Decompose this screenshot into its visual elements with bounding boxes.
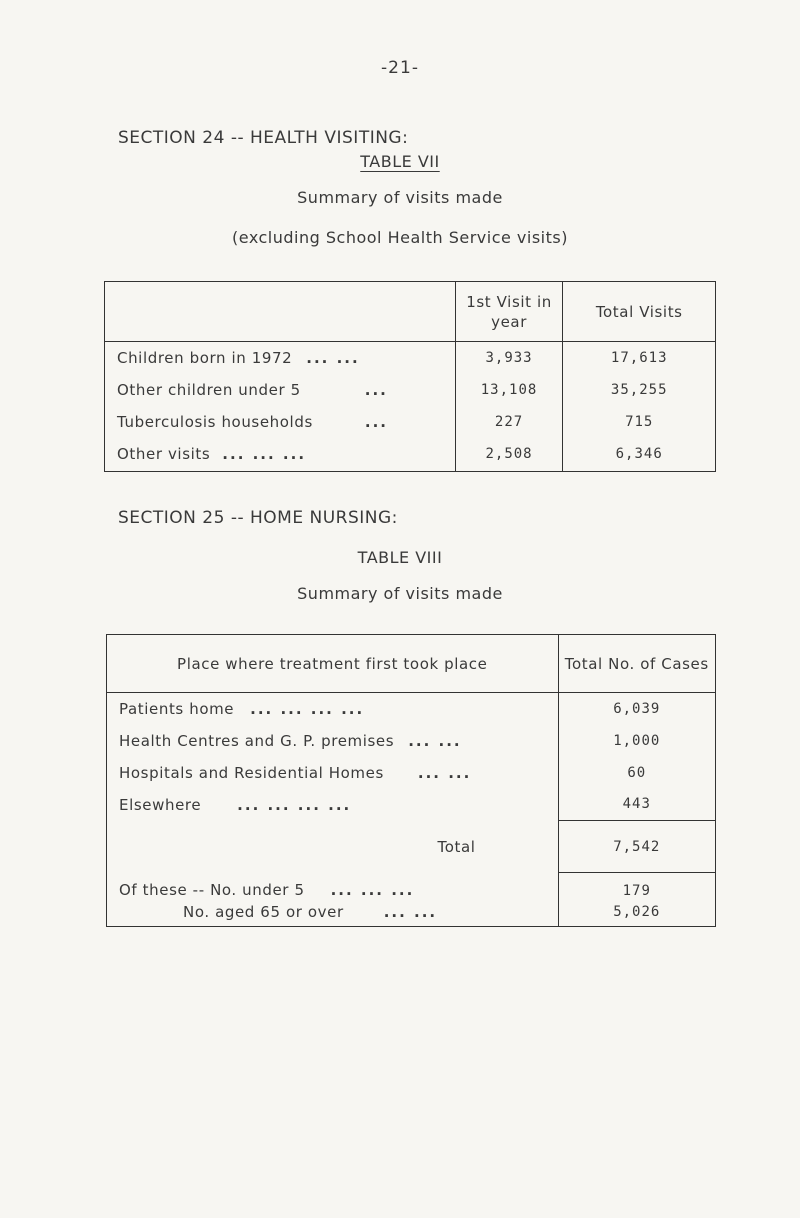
page-number: -21- — [381, 58, 419, 78]
row-label-text: Hospitals and Residential Homes — [119, 763, 384, 782]
cases-value: 1,000 — [558, 725, 715, 757]
table-vii-title-text: TABLE VII — [360, 152, 440, 171]
table-row — [107, 725, 716, 757]
table-row — [107, 873, 716, 899]
table-viii — [106, 634, 716, 927]
col-total-no-header: Total No. of Cases — [558, 635, 715, 693]
dot-leader: ... — [364, 412, 388, 431]
total-visits-value: 17,613 — [563, 342, 716, 374]
dot-leader: ... ... ... ... — [250, 699, 365, 718]
dot-leader: ... ... — [408, 731, 462, 750]
cases-value: 443 — [558, 789, 715, 821]
dot-leader: ... ... — [306, 348, 360, 367]
row-label — [107, 725, 559, 757]
dot-leader: ... ... — [417, 763, 472, 782]
table-vii-header-blank — [105, 282, 456, 342]
table-row — [105, 406, 716, 438]
row-label — [107, 757, 559, 789]
table-viii-subtitle: Summary of visits made — [297, 584, 503, 603]
row-label-text: Elsewhere — [119, 795, 202, 814]
row-label-text: Other children under 5 — [117, 380, 301, 399]
first-visit-value: 2,508 — [455, 438, 563, 472]
total-label: Total — [107, 821, 559, 873]
table-vii-title — [0, 152, 800, 171]
row-label — [105, 374, 456, 406]
cases-value: 6,039 — [558, 693, 715, 725]
table-vii-header-row — [105, 282, 716, 342]
table-row — [107, 693, 716, 725]
section-24-heading: SECTION 24 -- HEALTH VISITING: — [118, 128, 409, 148]
table-vii-subtitle: Summary of visits made — [297, 188, 503, 207]
row-label-text: Of these -- No. under 5 — [119, 880, 305, 899]
total-visits-value: 35,255 — [563, 374, 716, 406]
total-visits-value: 715 — [563, 406, 716, 438]
total-visits-value: 6,346 — [563, 438, 716, 472]
dot-leader: ... ... — [383, 903, 438, 922]
first-visit-value: 3,933 — [455, 342, 563, 374]
col-place-header: Place where treatment first took place — [107, 635, 559, 693]
total-row — [107, 821, 716, 873]
table-viii-header-row — [107, 635, 716, 693]
section-25-heading: SECTION 25 -- HOME NURSING: — [118, 508, 398, 528]
row-label — [105, 406, 456, 438]
row-label — [107, 789, 559, 821]
table-vii — [104, 281, 716, 472]
dot-leader: ... ... ... — [330, 880, 415, 899]
row-label — [107, 873, 559, 899]
table-row — [107, 757, 716, 789]
col-first-visit-header: 1st Visit in year — [455, 282, 563, 342]
row-label — [107, 693, 559, 725]
row-label-text: Tuberculosis households — [117, 412, 313, 431]
first-visit-value: 13,108 — [455, 374, 563, 406]
col-total-visits-header: Total Visits — [563, 282, 716, 342]
table-vii-subtitle-2: (excluding School Health Service visits) — [232, 228, 568, 247]
cases-value: 179 — [558, 873, 715, 899]
table-row — [105, 374, 716, 406]
dot-leader: ... — [364, 380, 388, 399]
row-label-text: Other visits — [117, 445, 211, 464]
row-label-text: No. aged 65 or over — [183, 903, 344, 922]
row-label — [107, 899, 559, 927]
row-label — [105, 342, 456, 374]
total-value: 7,542 — [558, 821, 715, 873]
row-label-text: Health Centres and G. P. premises — [119, 731, 395, 750]
dot-leader: ... ... ... ... — [237, 795, 352, 814]
table-row — [105, 342, 716, 374]
row-label-text: Children born in 1972 — [117, 348, 293, 367]
table-row — [107, 789, 716, 821]
table-row — [105, 438, 716, 472]
table-row — [107, 899, 716, 927]
table-viii-title: TABLE VIII — [357, 548, 443, 567]
cases-value: 5,026 — [558, 899, 715, 927]
row-label — [105, 438, 456, 472]
dot-leader: ... ... ... — [222, 445, 307, 464]
first-visit-value: 227 — [455, 406, 563, 438]
cases-value: 60 — [558, 757, 715, 789]
row-label-text: Patients home — [119, 699, 235, 718]
